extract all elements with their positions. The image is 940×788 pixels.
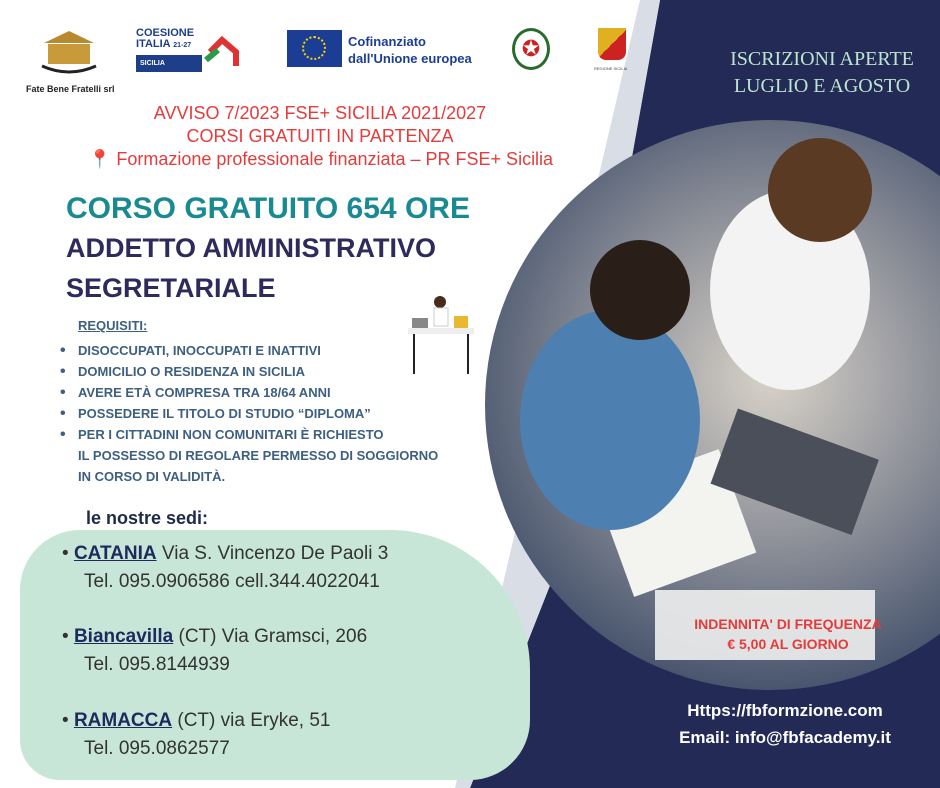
requirement-item-cont: IL POSSESSO DI REGOLARE PERMESSO DI SOGGIORNO: [78, 448, 439, 463]
location-address: (CT) via Eryke, 51: [172, 710, 331, 731]
location-phone: Tel. 095.8144939: [84, 654, 230, 675]
regione-caption: REGIONE SICILIA: [594, 66, 628, 71]
location-address: (CT) Via Gramsci, 206: [173, 626, 368, 647]
coesione-logo: [136, 28, 202, 72]
location-city: Biancavilla: [73, 626, 174, 647]
header-corsi: CORSI GRATUITI IN PARTENZA: [186, 126, 454, 146]
location-catania: • CATANIA Via S. Vincenzo De Paoli 3 Tel. 095.0906586 cell.344.4022041: [62, 540, 388, 596]
fbf-logo-icon: [34, 28, 104, 78]
location-ramacca: • RAMACCA (CT) via Eryke, 51 Tel. 095.0862577: [62, 707, 330, 763]
requirement-item: • AVERE ETÀ COMPRESA TRA 18/64 ANNI: [60, 382, 438, 403]
italian-emblem-icon: ✪: [512, 28, 550, 70]
pin-icon: 📍: [88, 149, 112, 169]
header-formazione: Formazione professionale finanziata – PR FSE+ Sicilia: [116, 149, 554, 169]
allowance-line2: € 5,00 AL GIORNO: [727, 636, 849, 652]
enrollment-line1: ISCRIZIONI APERTE: [730, 48, 914, 70]
coesione-region: SICILIA: [136, 55, 202, 72]
location-phone: Tel. 095.0906586 cell.344.4022041: [84, 571, 380, 592]
requirement-item: • DISOCCUPATI, INOCCUPATI E INATTIVI: [60, 340, 438, 361]
requirements-list: [60, 340, 438, 487]
requirement-item: • DOMICILIO O RESIDENZA IN SICILIA: [60, 361, 438, 382]
enrollment-line2: LUGLIO E AGOSTO: [733, 75, 911, 97]
location-phone: Tel. 095.0862577: [84, 738, 230, 759]
allowance-note: [668, 614, 908, 654]
locations-title: le nostre sedi:: [86, 508, 209, 528]
fbf-caption: Fate Bene Fratelli srl: [26, 84, 115, 94]
location-city: CATANIA: [73, 543, 157, 564]
coesione-line2: ITALIA: [136, 38, 171, 50]
website-link[interactable]: Https://fbformzione.com: [687, 701, 883, 720]
coesione-years: 21-27: [173, 42, 192, 49]
enrollment-banner: [712, 46, 932, 100]
email-link[interactable]: Email: info@fbfacademy.it: [679, 728, 891, 747]
location-biancavilla: • Biancavilla (CT) Via Gramsci, 206 Tel. 095.8144939: [62, 623, 367, 679]
course-name-line2: SEGRETARIALE: [66, 273, 276, 303]
eu-cofinanced: [348, 33, 472, 67]
coesione-arrow-icon: [204, 32, 240, 68]
requirement-item: • PER I CITTADINI NON COMUNITARI È RICHIESTO: [60, 424, 438, 445]
requirement-item: • POSSEDERE IL TITOLO DI STUDIO “DIPLOMA”: [60, 403, 438, 424]
location-address: Via S. Vincenzo De Paoli 3: [156, 543, 389, 564]
course-hours: CORSO GRATUITO 654 ORE: [66, 192, 470, 225]
requirement-item-cont: IN CORSO DI VALIDITÀ.: [78, 469, 226, 484]
course-name: [66, 228, 436, 308]
header-avviso: AVVISO 7/2023 FSE+ SICILIA 2021/2027: [153, 103, 487, 123]
eu-line2: dall'Unione europea: [348, 51, 472, 66]
eu-line1: Cofinanziato: [348, 34, 426, 49]
requirements-title: REQUISITI:: [78, 318, 148, 333]
contacts: [650, 697, 920, 751]
eu-flag-icon: [287, 30, 342, 67]
allowance-line1: INDENNITA' DI FREQUENZA: [694, 616, 882, 632]
course-name-line1: ADDETTO AMMINISTRATIVO: [66, 233, 436, 263]
coesione-line1: COESIONE: [136, 27, 195, 39]
location-city: RAMACCA: [73, 710, 173, 731]
sicily-crest-icon: [598, 28, 626, 60]
